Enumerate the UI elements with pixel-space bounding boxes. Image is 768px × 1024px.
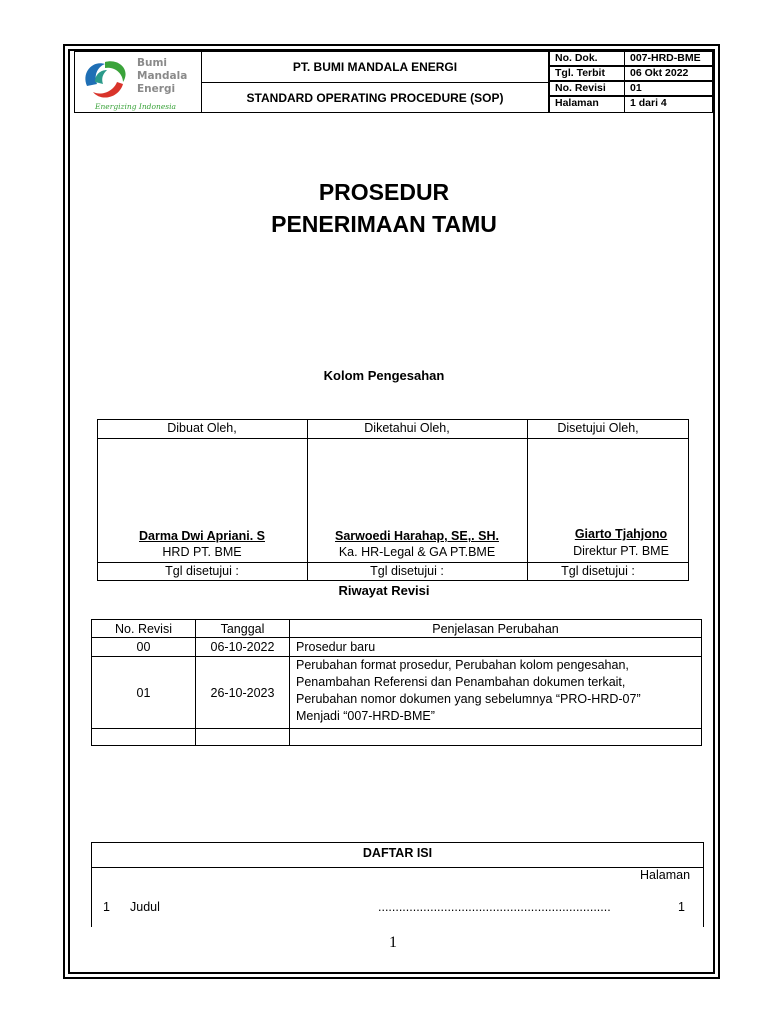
revision-date: 26-10-2023	[195, 656, 290, 729]
revision-description-line: Perubahan format prosedur, Perubahan kolom pengesahan,	[296, 658, 629, 672]
revision-description-line: Menjadi “007-HRD-BME”	[296, 709, 435, 723]
revision-date: 06-10-2022	[195, 637, 290, 657]
approval-header-acknowledged-by: Diketahui Oleh,	[364, 421, 450, 435]
signatory-name: Giarto Tjahjono	[574, 527, 668, 541]
meta-value: 1 dari 4	[624, 96, 713, 113]
logo-tagline: Energizing Indonesia	[95, 102, 176, 111]
revision-header-date: Tanggal	[195, 619, 290, 638]
toc-item-number: 1	[103, 900, 110, 914]
meta-row-page	[549, 96, 713, 113]
document-title-line2: PENERIMAAN TAMU	[271, 211, 497, 237]
toc-item-leader-dots: ...................................................................	[378, 900, 611, 914]
meta-label: Halaman	[549, 96, 625, 113]
revision-no: 00	[91, 637, 196, 657]
approval-header-divider	[97, 438, 689, 439]
revision-history-heading: Riwayat Revisi	[338, 583, 430, 598]
logo-text-mandala: Mandala	[137, 70, 188, 82]
toc-item-title[interactable]: Judul	[130, 900, 160, 914]
company-logo	[74, 51, 202, 113]
toc-left-border	[91, 867, 92, 927]
page-number: 1	[389, 934, 397, 951]
approval-date-label: Tgl disetujui :	[370, 564, 444, 578]
revision-date	[195, 728, 290, 746]
revision-header-no: No. Revisi	[91, 619, 196, 638]
signatory-role: Direktur PT. BME	[573, 544, 669, 558]
signatory-name: Darma Dwi Apriani. S	[139, 529, 265, 543]
revision-no	[91, 728, 196, 746]
revision-description-line: Penambahan Referensi dan Penambahan dokumen terkait,	[296, 675, 626, 689]
signatory-role: Ka. HR-Legal & GA PT.BME	[338, 545, 496, 559]
approval-date-divider	[97, 562, 689, 563]
approval-heading: Kolom Pengesahan	[323, 368, 445, 383]
logo-text-energi: Energi	[137, 83, 176, 95]
approval-date-label: Tgl disetujui :	[561, 564, 635, 578]
document-type: STANDARD OPERATING PROCEDURE (SOP)	[201, 82, 549, 113]
approval-date-label: Tgl disetujui :	[165, 564, 239, 578]
logo-mark-icon	[79, 56, 135, 102]
meta-label: Tgl. Terbit	[549, 66, 625, 81]
document-title-line1: PROSEDUR	[318, 179, 450, 205]
revision-description	[289, 656, 702, 729]
meta-value: 007-HRD-BME	[624, 51, 713, 66]
meta-value: 01	[624, 81, 713, 96]
meta-row-doc-number	[549, 51, 713, 66]
meta-label: No. Dok.	[549, 51, 625, 66]
revision-description-line: Perubahan nomor dokumen yang sebelumnya “PRO-HRD-07”	[296, 692, 641, 706]
signatory-name: Sarwoedi Harahap, SE,. SH.	[335, 529, 499, 543]
toc-right-border	[703, 867, 704, 927]
toc-page-column-label: Halaman	[640, 868, 691, 882]
approval-header-made-by: Dibuat Oleh,	[167, 421, 237, 435]
logo-text-bumi: Bumi	[137, 57, 168, 69]
meta-row-revision	[549, 81, 713, 96]
revision-no: 01	[91, 656, 196, 729]
meta-row-issue-date	[549, 66, 713, 81]
revision-description	[289, 728, 702, 746]
meta-label: No. Revisi	[549, 81, 625, 96]
revision-header-desc: Penjelasan Perubahan	[289, 619, 702, 638]
approval-header-approved-by: Disetujui Oleh,	[557, 421, 639, 435]
company-name: PT. BUMI MANDALA ENERGI	[201, 51, 549, 83]
toc-item-page: 1	[678, 900, 685, 914]
toc-heading: DAFTAR ISI	[362, 846, 433, 860]
meta-value: 06 Okt 2022	[624, 66, 713, 81]
signatory-role: HRD PT. BME	[162, 545, 242, 559]
revision-description: Prosedur baru	[289, 637, 702, 657]
